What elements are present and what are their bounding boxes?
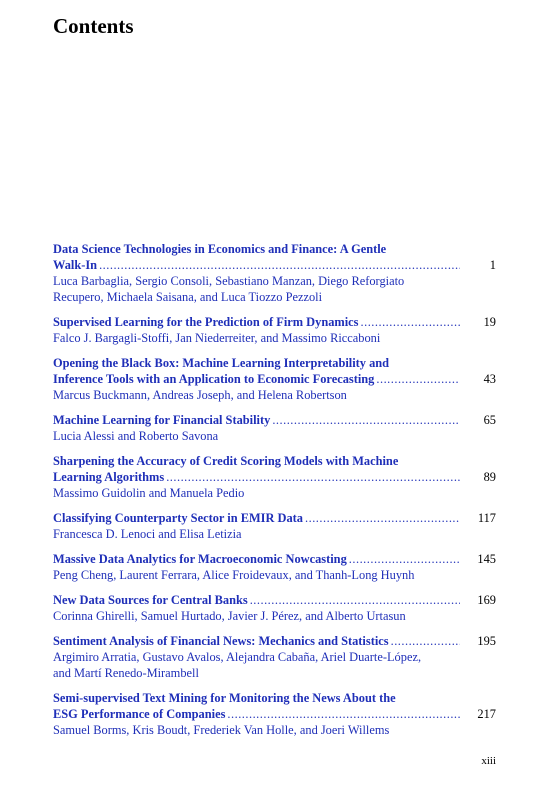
dot-leader (305, 510, 460, 526)
chapter-title-link[interactable]: New Data Sources for Central Banks (53, 593, 248, 607)
toc-entry[interactable] (53, 592, 496, 624)
chapter-authors: Luca Barbaglia, Sergio Consoli, Sebastiano Manzan, Diego Reforgiato (53, 274, 405, 288)
chapter-authors: Massimo Guidolin and Manuela Pedio (53, 486, 245, 500)
chapter-title-link[interactable]: Massive Data Analytics for Macroeconomic Nowcasting (53, 552, 347, 566)
toc-entry[interactable] (53, 314, 496, 346)
chapter-title-link[interactable]: Learning Algorithms (53, 470, 165, 484)
chapter-authors: Recupero, Michaela Saisana, and Luca Tiozzo Pezzoli (53, 290, 323, 304)
page-title: Contents (53, 14, 134, 38)
dot-leader (361, 314, 460, 330)
table-of-contents (53, 241, 496, 747)
chapter-page-number[interactable]: 195 (477, 634, 496, 648)
chapter-title[interactable] (53, 241, 496, 273)
chapter-title-line[interactable]: Data Science Technologies in Economics and Finance: A Gentle (53, 242, 387, 256)
chapter-title-link[interactable]: Classifying Counterparty Sector in EMIR Data (53, 511, 303, 525)
chapter-authors: Corinna Ghirelli, Samuel Hurtado, Javier J. Pérez, and Alberto Urtasun (53, 609, 406, 623)
chapter-authors: Francesca D. Lenoci and Elisa Letizia (53, 527, 242, 541)
chapter-title-link[interactable]: Machine Learning for Financial Stability (53, 413, 271, 427)
dot-leader (166, 469, 460, 485)
dot-leader (250, 592, 460, 608)
page-number-footer: xiii (481, 755, 496, 767)
toc-entry[interactable] (53, 412, 496, 444)
chapter-page-number[interactable]: 117 (477, 511, 496, 525)
chapter-page-number[interactable]: 89 (483, 470, 496, 484)
chapter-title[interactable] (53, 314, 496, 330)
chapter-authors: Samuel Borms, Kris Boudt, Frederiek Van Holle, and Joeri Willems (53, 723, 390, 737)
dot-leader (349, 551, 460, 567)
chapter-title-link[interactable]: Inference Tools with an Application to Economic Forecasting (53, 372, 375, 386)
chapter-page-number[interactable]: 169 (477, 593, 496, 607)
chapter-title[interactable] (53, 453, 496, 485)
chapter-authors: Argimiro Arratia, Gustavo Avalos, Alejandra Cabaña, Ariel Duarte-López, (53, 650, 422, 664)
chapter-title-link[interactable]: Walk-In (53, 258, 98, 272)
chapter-page-number[interactable]: 1 (489, 258, 496, 272)
chapter-title[interactable] (53, 412, 496, 428)
chapter-page-number[interactable]: 65 (483, 413, 496, 427)
chapter-page-number[interactable]: 43 (483, 372, 496, 386)
dot-leader (99, 257, 460, 273)
chapter-authors: Lucia Alessi and Roberto Savona (53, 429, 219, 443)
chapter-title[interactable] (53, 690, 496, 722)
chapter-title[interactable] (53, 355, 496, 387)
toc-entry[interactable] (53, 241, 496, 305)
chapter-authors: Peng Cheng, Laurent Ferrara, Alice Froidevaux, and Thanh-Long Huynh (53, 568, 415, 582)
toc-entry[interactable] (53, 510, 496, 542)
chapter-page-number[interactable]: 19 (483, 315, 496, 329)
dot-leader (391, 633, 460, 649)
chapter-page-number[interactable]: 145 (477, 552, 496, 566)
toc-entry[interactable] (53, 633, 496, 681)
chapter-title-line[interactable]: Opening the Black Box: Machine Learning Interpretability and (53, 356, 390, 370)
chapter-title[interactable] (53, 592, 496, 608)
chapter-title-link[interactable]: Supervised Learning for the Prediction of Firm Dynamics (53, 315, 359, 329)
toc-entry[interactable] (53, 551, 496, 583)
dot-leader (227, 706, 460, 722)
chapter-title[interactable] (53, 510, 496, 526)
toc-entry[interactable] (53, 690, 496, 738)
chapter-page-number[interactable]: 217 (477, 707, 496, 721)
chapter-authors: Marcus Buckmann, Andreas Joseph, and Helena Robertson (53, 388, 347, 402)
chapter-title-line[interactable]: Sharpening the Accuracy of Credit Scoring Models with Machine (53, 454, 399, 468)
chapter-title[interactable] (53, 633, 496, 649)
chapter-authors: and Martí Renedo-Mirambell (53, 666, 199, 680)
dot-leader (272, 412, 460, 428)
chapter-title-line[interactable]: Semi-supervised Text Mining for Monitoring the News About the (53, 691, 396, 705)
dot-leader (376, 371, 460, 387)
chapter-title-link[interactable]: ESG Performance of Companies (53, 707, 226, 721)
toc-entry[interactable] (53, 355, 496, 403)
chapter-title[interactable] (53, 551, 496, 567)
toc-entry[interactable] (53, 453, 496, 501)
chapter-authors: Falco J. Bargagli-Stoffi, Jan Niederreiter, and Massimo Riccaboni (53, 331, 381, 345)
chapter-title-link[interactable]: Sentiment Analysis of Financial News: Mechanics and Statistics (53, 634, 389, 648)
